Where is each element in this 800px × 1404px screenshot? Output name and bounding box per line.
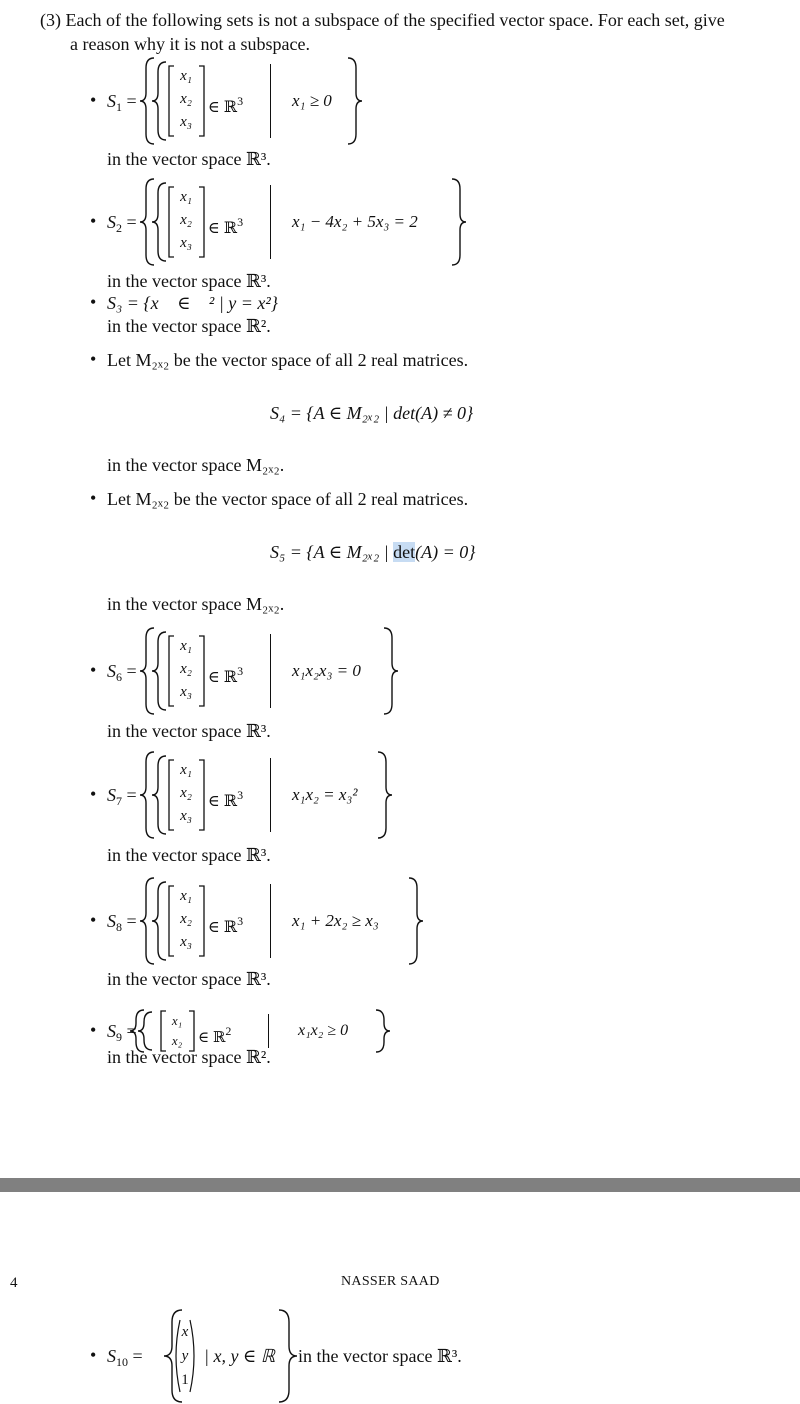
s4-expression: S₄ = {A ∈ M₂ₓ₂ | det(A) ≠ 0} — [270, 403, 474, 423]
s6-label: $S_6$ = — [107, 661, 137, 684]
vector-entry: x₁ — [180, 888, 192, 904]
vector-space-note: in the vector space ℝ³. — [107, 721, 271, 741]
s4-space: in the vector space M₂ₓ₂. — [107, 455, 285, 475]
bullet: • — [90, 90, 97, 110]
vector-entry: x₁ — [180, 762, 192, 778]
vector-entry: x₂ — [180, 212, 192, 228]
vector-entry: x₁ — [180, 638, 192, 654]
inner-left-brace-icon — [150, 181, 170, 263]
column-vector — [166, 1011, 188, 1051]
bullet: • — [90, 784, 97, 804]
vector-entry: x₂ — [171, 1033, 183, 1048]
s8-label: $S_8$ = — [107, 911, 137, 934]
s4-lead: Let M₂ₓ₂ be the vector space of all 2 real matrices. — [107, 350, 469, 370]
vector-entry: x₃ — [180, 808, 192, 824]
bullet: • — [90, 349, 97, 369]
column-vector — [174, 186, 198, 255]
vector-space-note: in the vector space ℝ². — [107, 1047, 271, 1067]
s1-label: $S_1$ = — [107, 91, 137, 114]
inner-left-brace-icon — [150, 754, 170, 836]
set-divider — [270, 634, 271, 708]
running-header: NASSER SAAD — [341, 1274, 440, 1289]
selected-text[interactable]: det — [393, 542, 416, 562]
vector-entry: x₁ — [180, 189, 192, 205]
bullet: • — [90, 211, 97, 231]
membership: ∈ ℝ$^3$ — [208, 788, 244, 810]
vector-right-bracket — [198, 886, 206, 956]
s10-right-brace — [277, 1308, 297, 1404]
bullet: • — [90, 1020, 97, 1040]
column-vector — [174, 65, 198, 134]
s10-label: $S_{10}$ = — [107, 1346, 143, 1369]
page-separator — [0, 1178, 800, 1192]
vector-entry: x₂ — [180, 911, 192, 927]
s5-lead: Let M₂ₓ₂ be the vector space of all 2 real matrices. — [107, 489, 469, 509]
inner-left-brace-icon — [150, 630, 170, 712]
column-vector — [174, 759, 198, 828]
membership: ∈ ℝ$^3$ — [208, 94, 244, 116]
bullet: • — [90, 910, 97, 930]
bullet: • — [90, 660, 97, 680]
vector-right-bracket — [198, 66, 206, 136]
right-brace-icon — [344, 56, 364, 146]
s9-label: $S_9$ = — [107, 1021, 137, 1044]
membership: ∈ ℝ$^3$ — [208, 215, 244, 237]
vector-entry: x₂ — [180, 785, 192, 801]
set-divider — [270, 758, 271, 832]
set-condition: x₁x₂ = x₃² — [292, 785, 358, 804]
problem-intro-line1: (3) Each of the following sets is not a subspace of the specified vector space. For each set, give — [40, 10, 725, 30]
vector-right-bracket — [198, 636, 206, 706]
set-condition: x₁ ≥ 0 — [292, 91, 332, 110]
right-brace-icon — [448, 177, 468, 267]
column-vector — [174, 635, 198, 704]
column-vector — [174, 885, 198, 954]
s3-space: in the vector space ℝ². — [107, 316, 271, 336]
inner-left-brace-icon — [150, 60, 170, 142]
vector-entry: x₃ — [180, 684, 192, 700]
set-divider — [268, 1014, 269, 1048]
set-condition: x₁ − 4x₂ + 5x₃ = 2 — [292, 212, 418, 231]
membership: ∈ ℝ$^3$ — [208, 914, 244, 936]
right-brace-icon — [372, 1008, 392, 1054]
bullet: • — [90, 292, 97, 312]
set-condition: x₁x₂ ≥ 0 — [298, 1022, 349, 1039]
bullet: • — [90, 1345, 97, 1365]
vector-right-bracket — [198, 760, 206, 830]
vector-entry: x₃ — [180, 934, 192, 950]
set-divider — [270, 185, 271, 259]
vector-right-bracket — [188, 1011, 196, 1051]
s2-label: $S_2$ = — [107, 212, 137, 235]
vector-space-note: in the vector space ℝ³. — [107, 149, 271, 169]
problem-intro-line2: a reason why it is not a subspace. — [70, 34, 310, 54]
vector-entry: x₂ — [180, 91, 192, 107]
right-brace-icon — [380, 626, 400, 716]
vector-space-note: in the vector space ℝ³. — [107, 271, 271, 291]
bullet: • — [90, 488, 97, 508]
vector-entry: x₁ — [180, 68, 192, 84]
set-divider — [270, 64, 271, 138]
vector-space-note: in the vector space ℝ³. — [107, 969, 271, 989]
vector-entry: x₃ — [180, 114, 192, 130]
vector-right-bracket — [198, 187, 206, 257]
s7-label: $S_7$ = — [107, 785, 137, 808]
vector-space-note: in the vector space ℝ³. — [107, 845, 271, 865]
s10-space: in the vector space ℝ³. — [298, 1346, 462, 1366]
s3-expression: S₃ = {x⃗ ∈ ℝ² | y = x²} — [107, 293, 278, 313]
right-brace-icon — [405, 876, 425, 966]
s10-condition: | x, y ∈ ℝ — [204, 1346, 276, 1366]
s5-space: in the vector space M₂ₓ₂. — [107, 594, 285, 614]
inner-left-brace-icon — [150, 880, 170, 962]
vector-entry: x₂ — [180, 661, 192, 677]
page-number: 4 — [10, 1275, 18, 1291]
set-divider — [270, 884, 271, 958]
vector-entry: x₁ — [171, 1013, 183, 1028]
vector-entry: x₃ — [180, 235, 192, 251]
s5-expression: S₅ = {A ∈ M₂ₓ₂ | det(A) = 0} — [270, 542, 476, 562]
membership: ∈ ℝ$^2$ — [198, 1024, 232, 1046]
right-brace-icon — [374, 750, 394, 840]
s10-vector: x y 1 — [181, 1324, 189, 1388]
set-condition: x₁ + 2x₂ ≥ x₃ — [292, 911, 379, 930]
set-condition: x₁x₂x₃ = 0 — [292, 661, 361, 680]
membership: ∈ ℝ$^3$ — [208, 664, 244, 686]
